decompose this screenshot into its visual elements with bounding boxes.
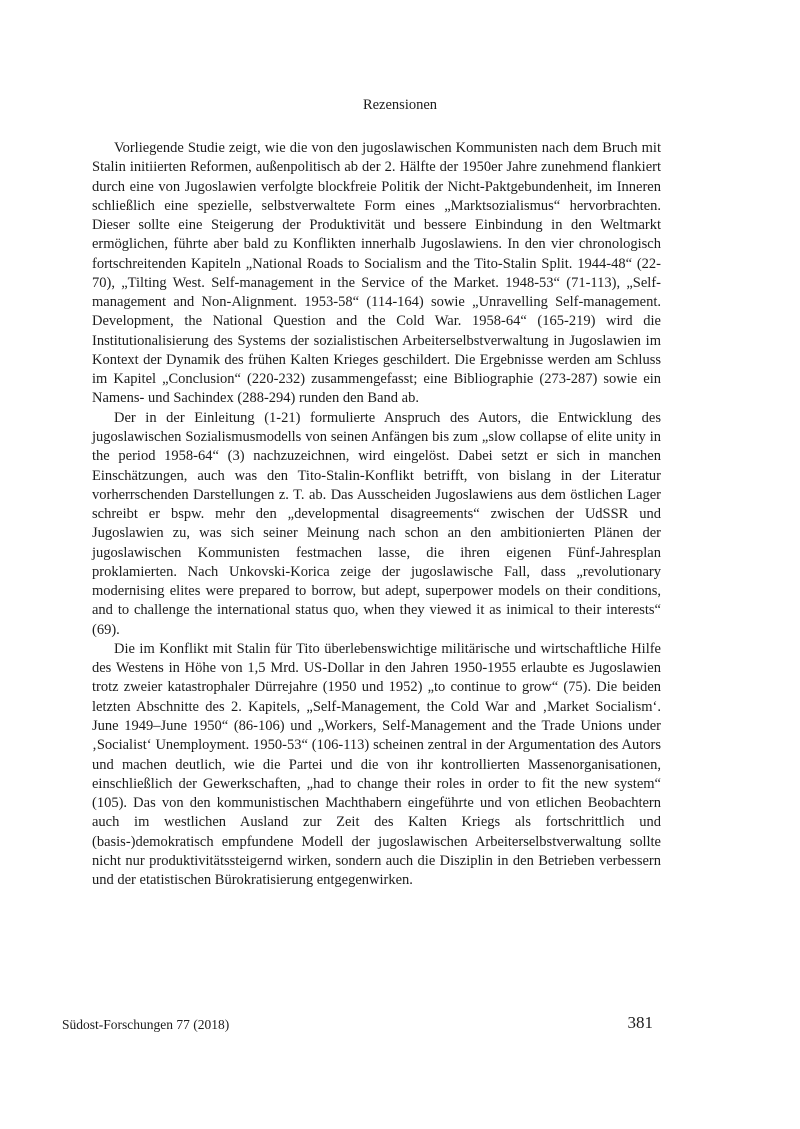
paragraph-3: Die im Konflikt mit Stalin für Tito überlebenswichtige militärische und wirtschaftliche Hilfe des Westens in Höhe von 1,5 Mrd. US-Dollar in den Jahren 1950-1955 erlaubte es Jugoslawien trotz zweier katastrophaler Dürrejahre (1950 und 1952) „to continue to grow“ (75). Die beiden letzten Abschnitte des 2. Kapitels, „Self-Management, the Cold War and ‚Market Socialism‘. June 1949–June 1950“ (86-106) und „Workers, Self-Management and the Trade Unions under ‚Socialist‘ Unemployment. 1950-53“ (106-113) scheinen zentral in der Argumentation des Autors und machen deutlich, wie die Partei und die von ihr kontrollierten Massenorganisationen, einschließlich der Gewerkschaften, „had to change their roles in order to fit the new system“ (105). Das von den kommunistischen Machthabern eingeführte und von etlichen Beobachtern auch im westlichen Ausland zur Zeit des Kalten Kriegs als fortschrittlich und (basis-)demokratisch empfundene Modell der jugoslawischen Arbeiterselbstverwaltung sollte nicht nur produktivitätssteigernd wirken, sondern auch die Disziplin in den Betrieben verbessern und der etatistischen Bürokratisierung entgegenwirken. <box>92 640 661 889</box>
page-number: 381 <box>627 1013 653 1032</box>
review-body <box>92 139 661 890</box>
paragraph-2: Der in der Einleitung (1-21) formulierte Anspruch des Autors, die Entwicklung des jugoslawischen Sozialismusmodells von seinen Anfängen bis zum „slow collapse of elite unity in the period 1958-64“ (3) nachzuzeichnen, wird eingelöst. Dabei setzt er sich in manchen Einschätzungen, auch was den Tito-Stalin-Konflikt betrifft, von bislang in der Literatur vorherrschenden Darstellungen z. T. ab. Das Ausscheiden Jugoslawiens aus dem östlichen Lager schreibt er bspw. mehr den „developmental disagreements“ zwischen der UdSSR und Jugoslawien zu, was sich seiner Meinung nach schon an den ambitionierten Plänen der jugoslawischen Kommunisten festmachen lasse, die ihren eigenen Fünf-Jahresplan proklamierten. Nach Unkovski-Korica zeige der jugoslawische Fall, dass „revolutionary modernising elites were prepared to borrow, but adept, superpower models on their conditions, and to challenge the international status quo, when they viewed it as inimical to their interests“ (69). <box>92 409 661 638</box>
paragraph-1: Vorliegende Studie zeigt, wie die von den jugoslawischen Kommunisten nach dem Bruch mit Stalin initiierten Reformen, außenpolitisch ab der 2. Hälfte der 1950er Jahre zunehmend flankiert durch eine von Jugoslawien verfolgte blockfreie Politik der Nicht-Paktgebundenheit, im Inneren schließlich eine spezielle, selbstverwaltete Form eines „Marktsozialismus“ hervorbrachten. Dieser sollte eine Steigerung der Produktivität und bessere Einbindung in den Weltmarkt ermöglichen, führte aber bald zu Konflikten innerhalb Jugoslawiens. In den vier chronologisch fortschreitenden Kapiteln „National Roads to Socialism and the Tito-Stalin Split. 1944-48“ (22-70), „Tilting West. Self-management in the Service of the Market. 1948-53“ (71-113), „Self-management and Non-Alignment. 1953-58“ (114-164) sowie „Unravelling Self-management. Development, the National Question and the Cold War. 1958-64“ (165-219) wird die Institutionalisierung des Systems der sozialistischen Arbeiterselbstverwaltung in Jugoslawien im Kontext der Dynamik des frühen Kalten Krieges geschildert. Die Ergebnisse werden am Schluss im Kapitel „Conclusion“ (220-232) zusammengefasst; eine Bibliographie (273-287) sowie ein Namens- und Sachindex (288-294) runden den Band ab. <box>92 140 661 407</box>
running-head: Rezensionen <box>362 97 438 113</box>
journal-citation: Südost-Forschungen 77 (2018) <box>62 1017 230 1032</box>
